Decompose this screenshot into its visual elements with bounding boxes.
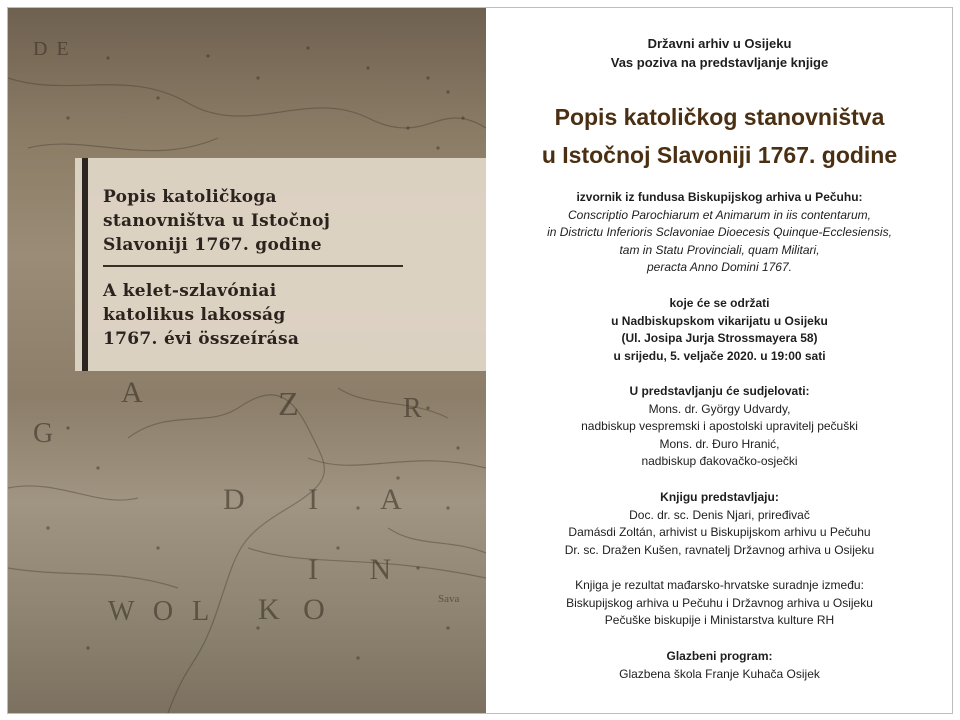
book-title-line-2: u Istočnoj Slavoniji 1767. godine [541, 142, 898, 168]
source-line: Conscriptio Parochiarum et Animarum in iis contentarum, [567, 208, 871, 222]
event-venue: u Nadbiskupskom vikarijatu u Osijeku [611, 314, 828, 328]
cooperation-line: Biskupijskog arhiva u Pečuhu i Državnog arhiva u Osijeku [566, 596, 873, 610]
cover-title-line: stanovništva u Istočnoj [103, 211, 331, 231]
cover-title-line: katolikus lakosság [103, 305, 286, 325]
map-label: I N [308, 553, 414, 586]
map-label: D E [33, 38, 71, 60]
cover-title-box [75, 158, 486, 371]
cooperation-line: Pečuške biskupije i Ministarstva kulture RH [604, 613, 835, 627]
invitation-panel [486, 8, 953, 713]
cover-title-line: A kelet-szlavóniai [103, 281, 277, 301]
organizer-name: Državni arhiv u Osijeku [647, 36, 792, 51]
map-label: A [121, 376, 145, 409]
book-title-line-1: Popis katoličkog stanovništva [554, 104, 885, 130]
music-heading: Glazbeni program: [666, 649, 773, 663]
cover-title-divider [103, 265, 403, 267]
map-label: Z [278, 386, 301, 423]
map-label: G [33, 418, 56, 449]
participant-line: Mons. dr. György Udvardy, [648, 402, 791, 416]
participant-line: Mons. dr. Đuro Hranić, [659, 437, 780, 451]
cover-title-line: 1767. évi összeírása [103, 329, 300, 349]
book-cover-image [8, 8, 486, 713]
map-label: R [403, 393, 424, 424]
presenter-line: Dr. sc. Dražen Kušen, ravnatelj Državnog arhiva u Osijeku [564, 543, 875, 557]
source-heading: izvornik iz fundusa Biskupijskog arhiva u Pečuhu: [576, 190, 863, 204]
source-line: in Districtu Inferioris Sclavoniae Dioecesis Quinque-Ecclesiensis, [547, 225, 892, 239]
cooperation-line: Knjiga je rezultat mađarsko-hrvatske suradnje između: [575, 578, 864, 592]
cover-title-croatian [103, 185, 476, 257]
cover-title-line: Slavoniji 1767. godine [103, 235, 322, 255]
invitation-line: Vas poziva na predstavljanje knjige [610, 55, 829, 70]
presenter-line: Damásdi Zoltán, arhivist u Biskupijskom arhivu u Pečuhu [568, 525, 871, 539]
cover-title-hungarian [103, 279, 476, 351]
participants-heading: U predstavljanju će sudjelovati: [629, 384, 810, 398]
event-address: (Ul. Josipa Jurja Strossmayera 58) [621, 331, 818, 345]
cover-title-line: Popis katoličkoga [103, 187, 277, 207]
participant-line: nadbiskup vespremski i apostolski upravitelj pečuški [581, 419, 858, 433]
event-line: koje će se održati [669, 296, 770, 310]
source-line: peracta Anno Domini 1767. [647, 260, 792, 274]
music-performer: Glazbena škola Franje Kuhača Osijek [619, 667, 820, 681]
presenters-heading: Knjigu predstavljaju: [660, 490, 779, 504]
map-label: D I A [223, 483, 430, 516]
map-label: W O L [108, 596, 216, 627]
map-label: Sava [438, 593, 460, 605]
event-datetime: u srijedu, 5. veljače 2020. u 19:00 sati [613, 349, 826, 363]
source-line: tam in Statu Provinciali, quam Militari, [619, 243, 820, 257]
cover-title-accent-bar [82, 158, 88, 371]
presenter-line: Doc. dr. sc. Denis Njari, priređivač [629, 508, 810, 522]
map-label: K O [258, 593, 333, 626]
participant-line: nadbiskup đakovačko-osječki [641, 454, 798, 468]
